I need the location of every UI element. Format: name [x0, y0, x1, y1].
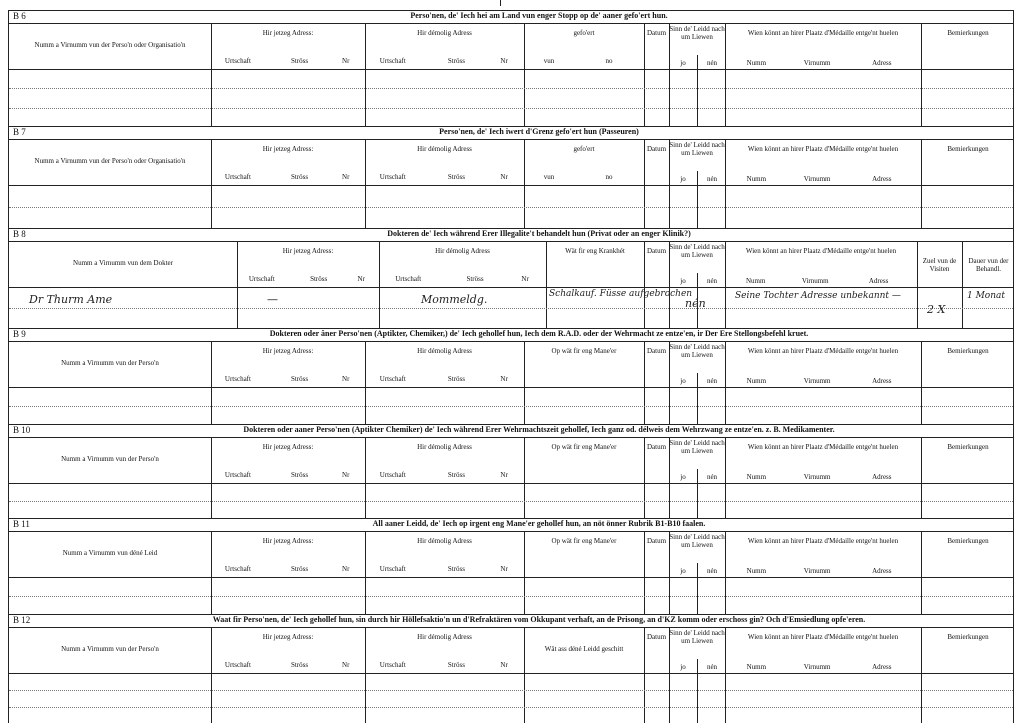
column-divider [644, 627, 645, 723]
current-address-header: Hir jetzeg Adress: [282, 247, 334, 255]
detail-column-header: Op wät fir eng Mane'er [551, 347, 617, 355]
date-header: Datum [646, 145, 667, 153]
current-address-header: Hir jetzeg Adress: [262, 633, 314, 641]
entry-line [9, 308, 1013, 309]
yes-no-divider [697, 171, 698, 228]
address-sub-stross: Ströss [290, 471, 309, 479]
address-sub-nr: Nr [342, 57, 350, 65]
medal-header: Wien könnt an hirer Plaatz d'Médaille entge'nt huelen [747, 29, 899, 37]
section-header [9, 425, 1013, 438]
address-sub-urtschaft: Urtschaft [379, 173, 406, 181]
section-title: Perso'nen, de' Iech iwert d'Grenz gefo'ert hun (Passeuren) [439, 127, 639, 136]
section-title: Perso'nen, de' Iech hei am Land vun enger Stopp op de' aaner gefo'ert hun. [410, 11, 668, 20]
section-b11 [8, 518, 1014, 614]
address-sub-nr: Nr [342, 565, 350, 573]
date-header: Datum [646, 633, 667, 641]
column-divider [524, 627, 525, 723]
column-divider [365, 23, 366, 126]
no-header: nén [706, 277, 718, 285]
from-header: vun [543, 173, 555, 181]
section-header [9, 229, 1013, 242]
alive-header: Sinn de' Leidd nach um Liewen [669, 343, 725, 359]
header-bottom-line [9, 185, 1013, 186]
alive-header: Sinn de' Leidd nach um Liewen [669, 141, 725, 157]
date-header: Datum [646, 537, 667, 545]
name-column-header: Numm a Virnumm vun déné Leid [62, 549, 158, 557]
to-header: no [605, 173, 613, 181]
to-header: no [605, 57, 613, 65]
section-header [9, 127, 1013, 140]
no-header: nén [706, 377, 718, 385]
entry-line [9, 501, 1013, 502]
entry-line [9, 406, 1013, 407]
handwritten-medal: Seine Tochter Adresse unbekannt — [735, 291, 901, 301]
remarks-header: Bemierkungen [947, 537, 989, 545]
no-header: nén [706, 175, 718, 183]
detail-column-header: gefo'ert [573, 145, 595, 153]
entry-line [9, 690, 1013, 691]
medal-sub-numm: Numm [746, 175, 767, 183]
address-sub-nr: Nr [500, 375, 508, 383]
handwritten-duration: 1 Monat [967, 291, 1005, 301]
address-sub-stross: Ströss [290, 57, 309, 65]
yes-no-divider [697, 469, 698, 518]
remarks-header: Bemierkungen [947, 347, 989, 355]
name-column-header: Numm a Virnumm vun der Perso'n oder Organisatio'n [34, 157, 186, 165]
no-header: nén [706, 567, 718, 575]
address-sub-stross: Ströss [290, 661, 309, 669]
handwritten-visits: 2 X [927, 303, 946, 316]
alive-header: Sinn de' Leidd nach um Liewen [669, 533, 725, 549]
handwritten-disease: Schalkauf. Füsse aufgebrochen [549, 289, 693, 299]
address-sub-nr: Nr [500, 57, 508, 65]
header-bottom-line [9, 387, 1013, 388]
no-header: nén [706, 473, 718, 481]
section-code: B 7 [13, 127, 26, 137]
medal-sub-virnumm: Virnumm [803, 175, 831, 183]
section-b8 [8, 228, 1014, 328]
medal-header: Wien könnt an hirer Plaatz d'Médaille entge'nt huelen [747, 633, 899, 641]
medal-sub-virnumm: Virnumm [803, 567, 831, 575]
address-sub-urtschaft: Urtschaft [224, 471, 251, 479]
address-sub-stross: Ströss [290, 173, 309, 181]
section-code: B 8 [13, 229, 26, 239]
name-column-header: Numm a Virnumm vun der Perso'n oder Organisatio'n [34, 41, 186, 49]
detail-column-header: gefo'ert [573, 29, 595, 37]
address-sub-urtschaft: Urtschaft [379, 661, 406, 669]
section-title: Dokteren oder âner Perso'nen (Aptikter, Chemiker,) de' Iech gehollef hun, Iech dem R.A.D. oder der Wehrmacht ze entze'en, ir Der Ere Stellongsbefehl kruet. [269, 329, 809, 338]
address-sub-stross: Ströss [447, 471, 465, 479]
medal-sub-virnumm: Virnumm [803, 473, 831, 481]
section-code: B 9 [13, 329, 26, 339]
address-sub-stross: Ströss [310, 275, 328, 283]
name-column-header: Numm a Virnumm vun dem Dokter [73, 259, 173, 267]
remarks-header: Bemierkungen [947, 633, 989, 641]
detail-column-header: Wät fir eng Krankhét [565, 247, 625, 255]
yes-header: jo [680, 663, 686, 671]
address-sub-urtschaft: Urtschaft [248, 275, 275, 283]
former-address-header: Hir démolig Adress [435, 247, 490, 255]
section-b6 [8, 10, 1014, 126]
name-column-header: Numm a Virnumm vun der Perso'n [61, 359, 159, 367]
section-code: B 11 [13, 519, 30, 529]
yes-header: jo [680, 175, 686, 183]
medal-sub-numm: Numm [745, 277, 766, 285]
name-column-header: Numm a Virnumm vun der Perso'n [61, 455, 159, 463]
medal-sub-adress: Adress [872, 59, 892, 67]
medal-header: Wien könnt an hirer Plaatz d'Médaille entge'nt huelen [747, 347, 899, 355]
current-address-header: Hir jetzeg Adress: [262, 145, 314, 153]
medal-sub-virnumm: Virnumm [803, 663, 831, 671]
section-title: All aaner Leidd, de' Iech op irgent eng Mane'er gehollef hun, an nöt önner Rubrik B1-B10 faalen. [372, 519, 706, 528]
medal-header: Wien könnt an hirer Plaatz d'Médaille entge'nt huelen [747, 145, 899, 153]
medal-sub-virnumm: Virnumm [801, 277, 829, 285]
handwritten-current: — [267, 293, 278, 306]
header-bottom-line [9, 577, 1013, 578]
former-address-header: Hir démolig Adress [417, 29, 472, 37]
address-sub-urtschaft: Urtschaft [379, 565, 406, 573]
date-header: Datum [646, 29, 667, 37]
section-b10 [8, 424, 1014, 518]
former-address-header: Hir démolig Adress [417, 443, 472, 451]
section-b9 [8, 328, 1014, 424]
no-header: nén [706, 59, 718, 67]
address-sub-urtschaft: Urtschaft [224, 661, 251, 669]
yes-no-divider [697, 563, 698, 614]
current-address-header: Hir jetzeg Adress: [262, 443, 314, 451]
column-divider [917, 241, 918, 328]
address-sub-stross: Ströss [447, 565, 465, 573]
current-address-header: Hir jetzeg Adress: [262, 29, 314, 37]
yes-no-divider [697, 659, 698, 723]
medal-sub-numm: Numm [746, 567, 767, 575]
medal-header: Wien könnt an hirer Plaatz d'Médaille entge'nt huelen [747, 537, 899, 545]
column-divider [524, 23, 525, 126]
address-sub-nr: Nr [500, 565, 508, 573]
address-sub-urtschaft: Urtschaft [395, 275, 422, 283]
address-sub-nr: Nr [521, 275, 529, 283]
address-sub-nr: Nr [342, 375, 350, 383]
handwritten-former: Mommeldg. [421, 293, 488, 306]
from-header: vun [543, 57, 555, 65]
handwritten-alive: nén [685, 297, 706, 310]
medal-sub-virnumm: Virnumm [803, 59, 831, 67]
header-bottom-line [9, 69, 1013, 70]
handwritten-name: Dr Thurm Ame [29, 293, 113, 306]
address-sub-stross: Ströss [290, 375, 309, 383]
detail-column-header: Wät ass déné Leidd geschitt [544, 645, 624, 653]
column-divider [725, 627, 726, 723]
address-sub-urtschaft: Urtschaft [379, 471, 406, 479]
yes-no-divider [697, 55, 698, 126]
detail-column-header: Op wät fir eng Mane'er [551, 443, 617, 451]
alive-header: Sinn de' Leidd nach um Liewen [669, 25, 725, 41]
medal-sub-adress: Adress [872, 567, 892, 575]
date-header: Datum [646, 247, 667, 255]
former-address-header: Hir démolig Adress [417, 633, 472, 641]
entry-line [9, 707, 1013, 708]
medal-sub-adress: Adress [872, 377, 892, 385]
medal-sub-numm: Numm [746, 377, 767, 385]
column-divider [921, 627, 922, 723]
address-sub-stross: Ströss [447, 661, 465, 669]
visits-header: Zuel vun de Visiten [922, 257, 957, 273]
remarks-header: Bemierkungen [947, 443, 989, 451]
medal-sub-adress: Adress [872, 663, 892, 671]
header-bottom-line [9, 673, 1013, 674]
column-divider [211, 23, 212, 126]
address-sub-stross: Ströss [290, 565, 309, 573]
address-sub-nr: Nr [342, 471, 350, 479]
section-b12 [8, 614, 1014, 723]
section-code: B 6 [13, 11, 26, 21]
section-header [9, 329, 1013, 342]
column-divider [211, 627, 212, 723]
column-divider [644, 23, 645, 126]
address-sub-urtschaft: Urtschaft [224, 173, 251, 181]
medal-sub-numm: Numm [746, 473, 767, 481]
header-bottom-line [9, 483, 1013, 484]
section-header [9, 519, 1013, 532]
address-sub-stross: Ströss [466, 275, 484, 283]
remarks-header: Bemierkungen [947, 145, 989, 153]
section-code: B 10 [13, 425, 31, 435]
detail-column-header: Op wät fir eng Mane'er [551, 537, 617, 545]
top-mark [500, 0, 501, 6]
date-header: Datum [646, 443, 667, 451]
medal-header: Wien könnt an hirer Plaatz d'Médaille entge'nt huelen [745, 247, 897, 255]
entry-line [9, 88, 1013, 89]
section-b7 [8, 126, 1014, 228]
former-address-header: Hir démolig Adress [417, 347, 472, 355]
section-title: Dokteren de' Iech während Erer Illegalite't behandelt hun (Privat oder an enger Klinik?) [387, 229, 691, 238]
no-header: nén [706, 663, 718, 671]
address-sub-nr: Nr [342, 173, 350, 181]
address-sub-stross: Ströss [447, 375, 465, 383]
former-address-header: Hir démolig Adress [417, 145, 472, 153]
current-address-header: Hir jetzeg Adress: [262, 537, 314, 545]
address-sub-stross: Ströss [447, 57, 465, 65]
yes-header: jo [680, 473, 686, 481]
address-sub-urtschaft: Urtschaft [379, 375, 406, 383]
column-divider [921, 23, 922, 126]
address-sub-nr: Nr [342, 661, 350, 669]
alive-header: Sinn de' Leidd nach um Liewen [669, 629, 725, 645]
section-header [9, 615, 1013, 628]
medal-sub-virnumm: Virnumm [803, 377, 831, 385]
duration-header: Dauer vun der Behandl. [968, 257, 1009, 273]
yes-header: jo [680, 59, 686, 67]
yes-header: jo [680, 567, 686, 575]
column-divider [962, 241, 963, 328]
address-sub-urtschaft: Urtschaft [379, 57, 406, 65]
medal-sub-numm: Numm [746, 59, 767, 67]
address-sub-nr: Nr [500, 173, 508, 181]
address-sub-urtschaft: Urtschaft [224, 375, 251, 383]
address-sub-urtschaft: Urtschaft [224, 565, 251, 573]
entry-line [9, 207, 1013, 208]
column-divider [725, 23, 726, 126]
medal-sub-numm: Numm [746, 663, 767, 671]
address-sub-nr: Nr [500, 471, 508, 479]
entry-line [9, 596, 1013, 597]
medal-sub-adress: Adress [868, 277, 889, 285]
alive-header: Sinn de' Leidd nach um Liewen [669, 439, 725, 455]
section-title: Waat fir Perso'nen, de' Iech gehollef hun, sin durch hir Höllefsaktio'n un d'Refraktären vom Okkupant verhaft, an de Prisong, an d'KZ komm oder erschoss gin? Och d'Emsiedlung opfe'eren. [212, 615, 866, 624]
section-header [9, 11, 1013, 24]
yes-header: jo [680, 277, 686, 285]
alive-header: Sinn de' Leidd nach um Liewen [669, 243, 725, 259]
current-address-header: Hir jetzeg Adress: [262, 347, 314, 355]
section-title: Dokteren oder aaner Perso'nen (Aptikter Chemiker) de' Iech während Erer Wehrmachtszeit gehollef, Iech ganz od. délweis dem Wehrzwang ze entze'en. z. B. Medikamenter. [243, 425, 835, 434]
address-sub-stross: Ströss [447, 173, 465, 181]
date-header: Datum [646, 347, 667, 355]
medal-header: Wien könnt an hirer Plaatz d'Médaille entge'nt huelen [747, 443, 899, 451]
section-code: B 12 [13, 615, 31, 625]
medal-sub-adress: Adress [872, 175, 892, 183]
yes-no-divider [697, 373, 698, 424]
name-column-header: Numm a Virnumm vun der Perso'n [61, 645, 159, 653]
medal-sub-adress: Adress [872, 473, 892, 481]
column-divider [365, 627, 366, 723]
header-bottom-line [9, 287, 1013, 288]
address-sub-nr: Nr [500, 661, 508, 669]
former-address-header: Hir démolig Adress [417, 537, 472, 545]
address-sub-urtschaft: Urtschaft [224, 57, 251, 65]
yes-header: jo [680, 377, 686, 385]
address-sub-nr: Nr [357, 275, 365, 283]
entry-line [9, 108, 1013, 109]
remarks-header: Bemierkungen [947, 29, 989, 37]
